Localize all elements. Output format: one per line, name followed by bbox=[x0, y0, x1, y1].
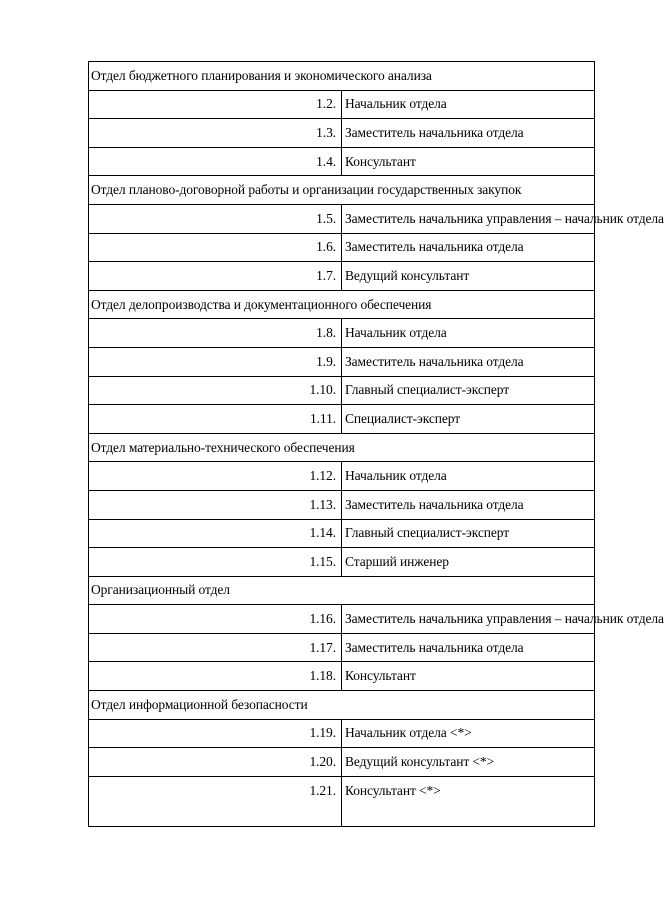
row-number: 1.9. bbox=[89, 347, 342, 376]
row-number: 1.5. bbox=[89, 204, 342, 233]
row-position: Заместитель начальника управления – начальник отдела bbox=[342, 204, 595, 233]
table-row bbox=[89, 233, 595, 262]
section-title: Организационный отдел bbox=[89, 576, 595, 605]
row-number: 1.14. bbox=[89, 519, 342, 548]
table-row bbox=[89, 262, 595, 291]
section-header-row bbox=[89, 290, 595, 319]
row-number: 1.19. bbox=[89, 719, 342, 748]
row-position: Начальник отдела bbox=[342, 319, 595, 348]
table-row bbox=[89, 605, 595, 634]
section-header-row bbox=[89, 576, 595, 605]
row-position: Главный специалист-эксперт bbox=[342, 519, 595, 548]
positions-table bbox=[88, 61, 664, 827]
row-position: Начальник отдела bbox=[342, 90, 595, 119]
section-title: Отдел материально-технического обеспечения bbox=[89, 433, 595, 462]
section-title: Отдел делопроизводства и документационного обеспечения bbox=[89, 290, 595, 319]
row-number: 1.7. bbox=[89, 262, 342, 291]
positions-table-body bbox=[89, 62, 664, 827]
table-row bbox=[89, 748, 595, 777]
table-row bbox=[89, 204, 595, 233]
row-number: 1.16. bbox=[89, 605, 342, 634]
table-row bbox=[89, 405, 595, 434]
table-row bbox=[89, 662, 595, 691]
row-number: 1.3. bbox=[89, 119, 342, 148]
table-row bbox=[89, 90, 595, 119]
section-title: Отдел планово-договорной работы и организации государственных закупок bbox=[89, 176, 595, 205]
row-number: 1.13. bbox=[89, 490, 342, 519]
table-row bbox=[89, 548, 595, 577]
row-position: Заместитель начальника отдела bbox=[342, 119, 595, 148]
section-title: Отдел информационной безопасности bbox=[89, 691, 595, 720]
row-position: Старший инженер bbox=[342, 548, 595, 577]
row-number: 1.11. bbox=[89, 405, 342, 434]
row-number: 1.2. bbox=[89, 90, 342, 119]
section-header-row bbox=[89, 433, 595, 462]
row-number: 1.15. bbox=[89, 548, 342, 577]
row-number: 1.17. bbox=[89, 633, 342, 662]
section-header-row bbox=[89, 176, 595, 205]
row-position: Заместитель начальника отдела bbox=[342, 233, 595, 262]
table-row bbox=[89, 519, 595, 548]
row-number: 1.6. bbox=[89, 233, 342, 262]
table-row bbox=[89, 490, 595, 519]
table-row bbox=[89, 633, 595, 662]
row-position: Консультант bbox=[342, 147, 595, 176]
row-position: Начальник отдела <*> bbox=[342, 719, 595, 748]
section-header-row bbox=[89, 62, 595, 91]
row-number: 1.18. bbox=[89, 662, 342, 691]
row-number: 1.4. bbox=[89, 147, 342, 176]
table-row bbox=[89, 319, 595, 348]
row-position: Ведущий консультант bbox=[342, 262, 595, 291]
table-row bbox=[89, 147, 595, 176]
row-position: Специалист-эксперт bbox=[342, 405, 595, 434]
row-position: Ведущий консультант <*> bbox=[342, 748, 595, 777]
section-header-row bbox=[89, 691, 595, 720]
row-position: Главный специалист-эксперт bbox=[342, 376, 595, 405]
table-row bbox=[89, 347, 595, 376]
table-row bbox=[89, 776, 595, 826]
table-row bbox=[89, 376, 595, 405]
table-row bbox=[89, 119, 595, 148]
row-number: 1.10. bbox=[89, 376, 342, 405]
row-number: 1.12. bbox=[89, 462, 342, 491]
row-position: Начальник отдела bbox=[342, 462, 595, 491]
row-position: Консультант <*> bbox=[342, 776, 595, 826]
table-row bbox=[89, 719, 595, 748]
row-position: Консультант bbox=[342, 662, 595, 691]
row-number: 1.8. bbox=[89, 319, 342, 348]
row-position: Заместитель начальника отдела bbox=[342, 347, 595, 376]
row-position: Заместитель начальника управления – начальник отдела bbox=[342, 605, 595, 634]
table-row bbox=[89, 462, 595, 491]
row-position: Заместитель начальника отдела bbox=[342, 633, 595, 662]
row-number: 1.21. bbox=[89, 776, 342, 826]
row-number: 1.20. bbox=[89, 748, 342, 777]
section-title: Отдел бюджетного планирования и экономического анализа bbox=[89, 62, 595, 91]
row-position: Заместитель начальника отдела bbox=[342, 490, 595, 519]
